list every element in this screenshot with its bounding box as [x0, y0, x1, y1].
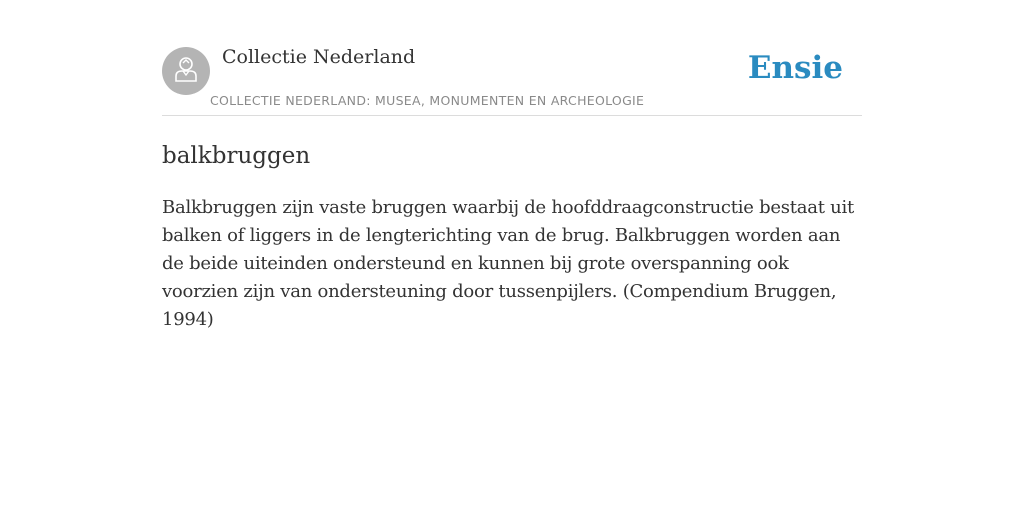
avatar[interactable] [162, 47, 210, 95]
brand-logo[interactable]: Ensie [747, 50, 843, 86]
page-container [162, 0, 862, 334]
entry-definition: Balkbruggen zijn vaste bruggen waarbij de hoofddraagconstructie bestaat uit balken of liggers in de lengterichting van de brug. Balkbruggen worden aan de beide uiteinden ondersteund en kunnen bij grote overspanning ook voorzien zijn van ondersteuning door tussenpijlers. (Compendium Bruggen, 1994) [162, 197, 855, 330]
author-subtitle: COLLECTIE NEDERLAND: MUSEA, MONUMENTEN EN ARCHEOLOGIE [210, 93, 645, 108]
author-name[interactable]: Collectie Nederland [222, 46, 416, 68]
person-icon [171, 54, 201, 89]
author-header [162, 0, 862, 116]
entry-title: balkbruggen [162, 143, 311, 169]
